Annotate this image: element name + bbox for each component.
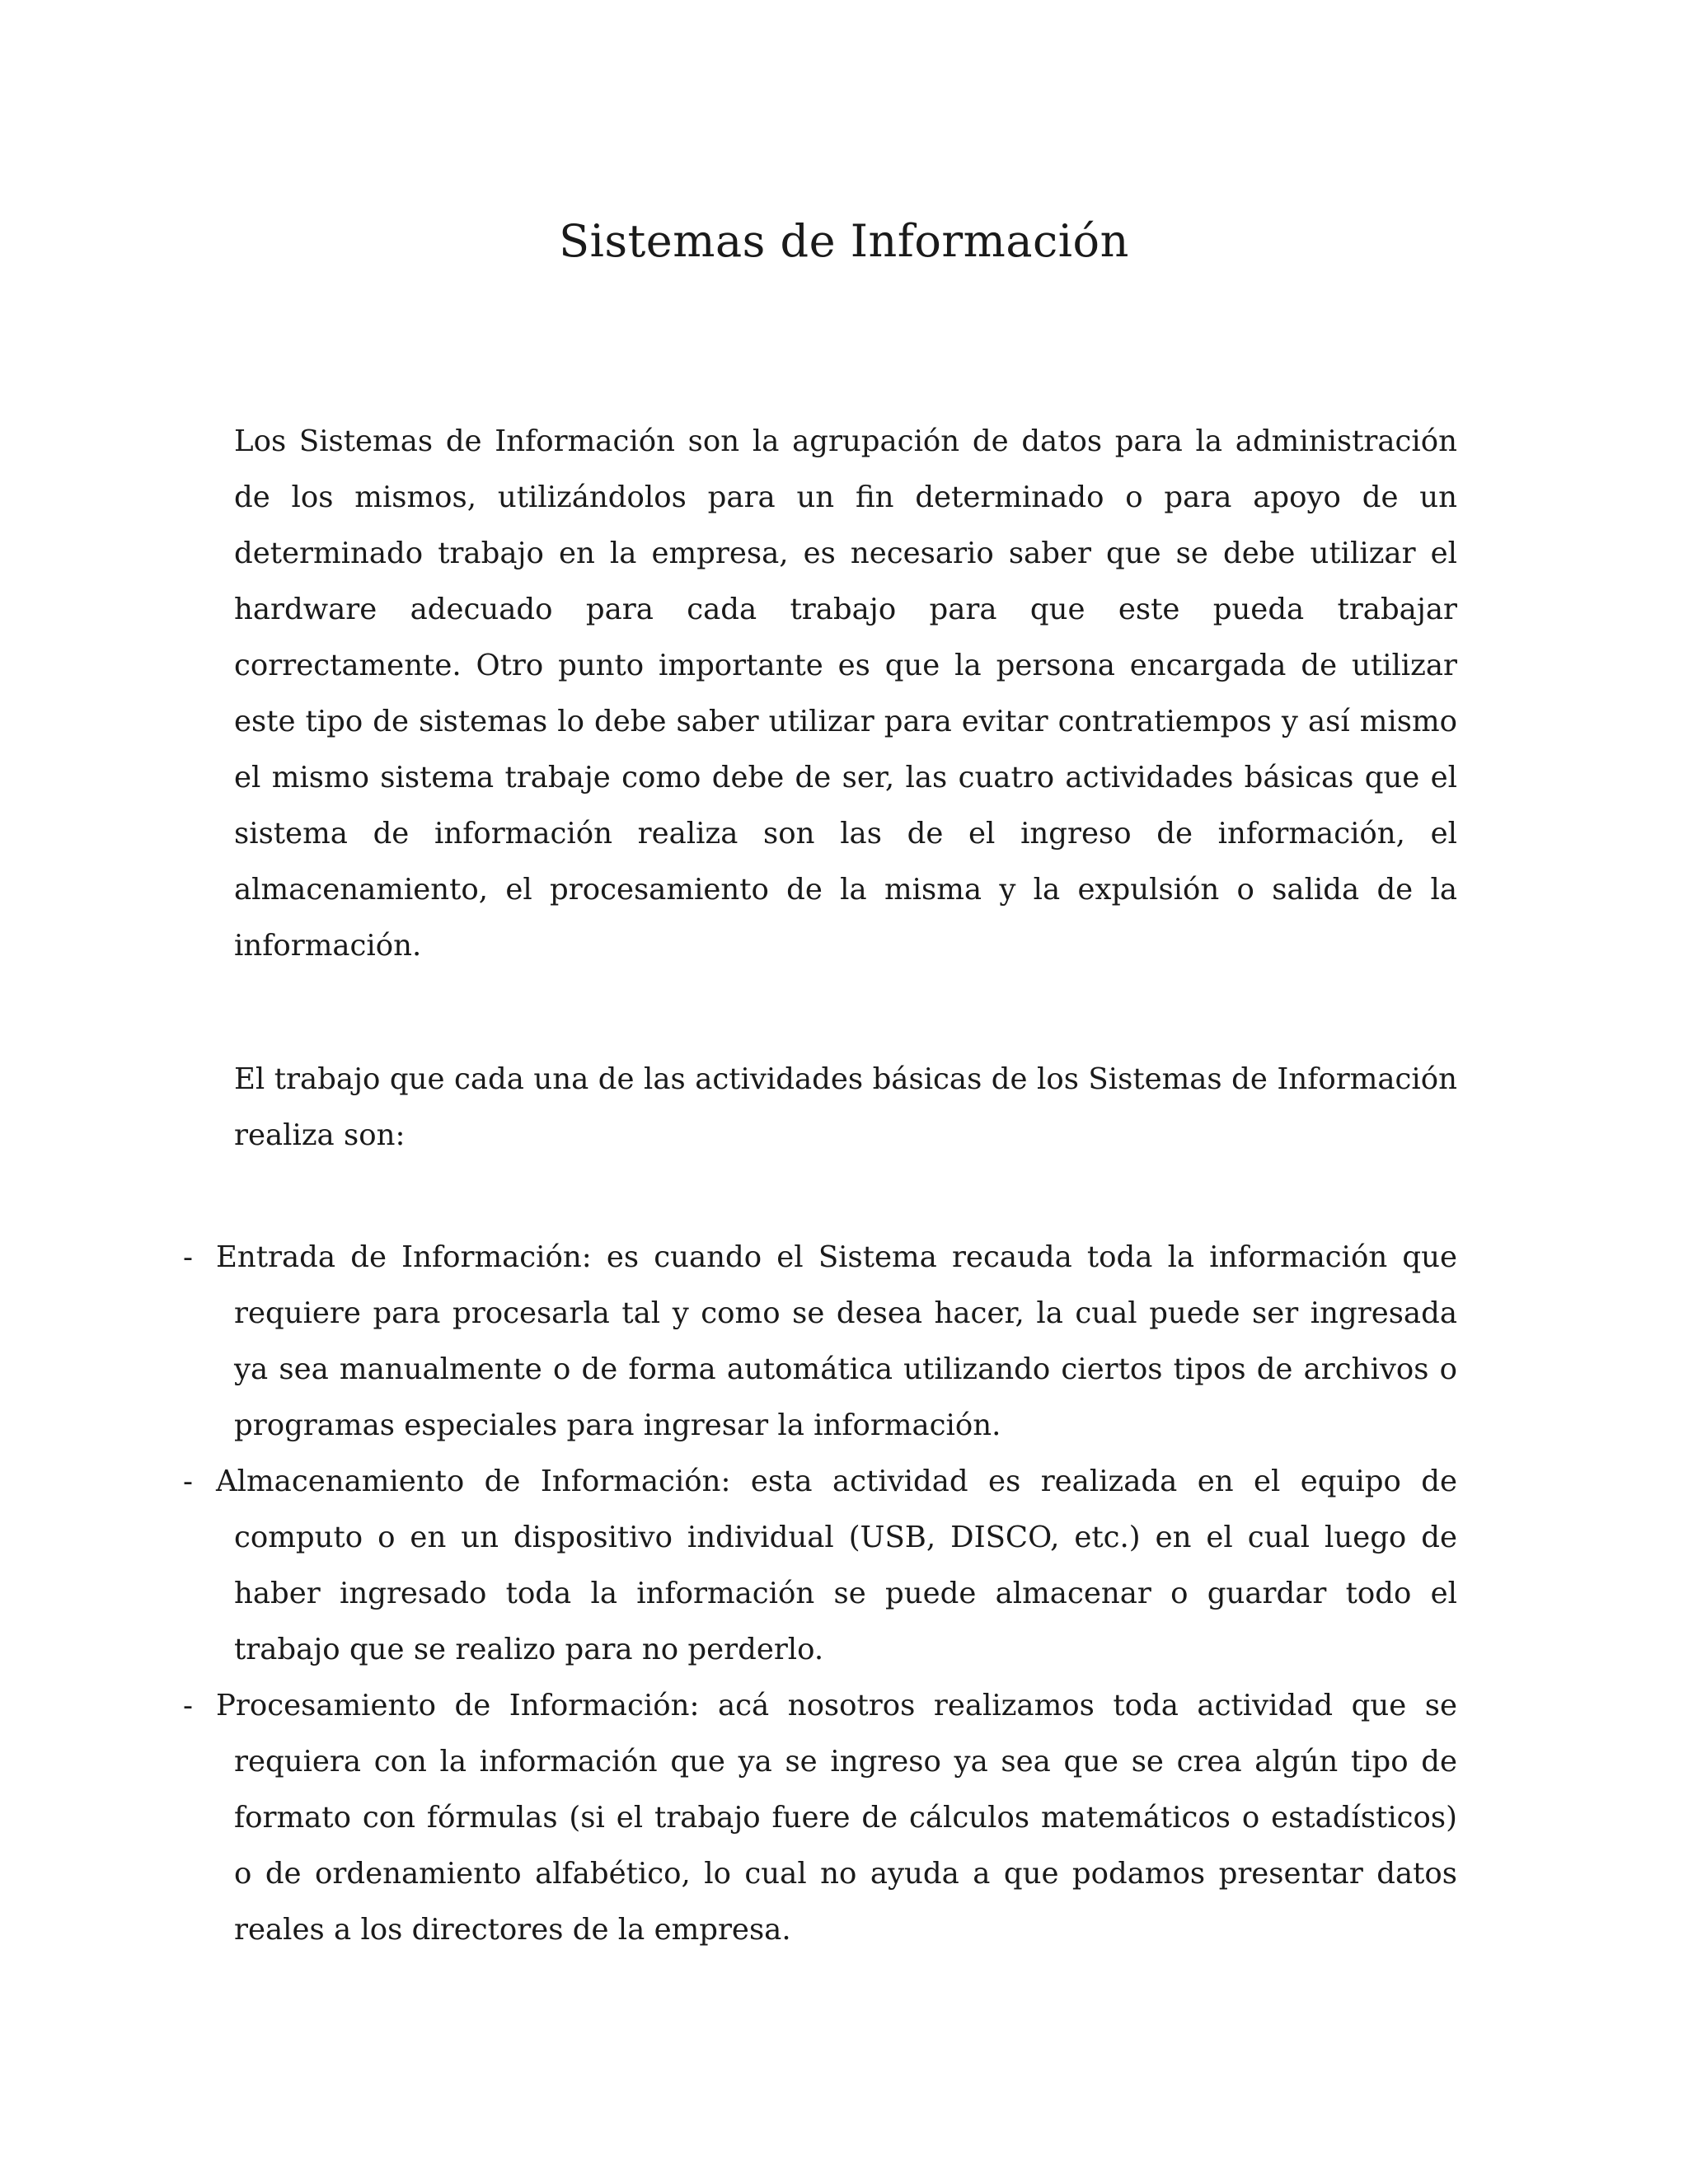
list-item-text: Entrada de Información: es cuando el Sistema recauda toda la información que requiere para procesarla tal y como se desea hacer, la cual puede ser ingresada ya sea manualmente o de forma automática utilizando ciertos tipos de archivos o programas especiales para ingresar la información. [216, 1240, 1457, 1442]
activities-intro-paragraph: El trabajo que cada una de las actividades básicas de los Sistemas de Información realiza son: [234, 1062, 1457, 1152]
bullet-marker: - [183, 1689, 193, 1722]
bullet-marker: - [183, 1465, 193, 1498]
bullet-marker: - [183, 1240, 193, 1274]
list-item-almacenamiento [0, 1454, 1688, 1678]
document-title: Sistemas de Información [559, 215, 1129, 267]
intro-paragraph: Los Sistemas de Información son la agrupación de datos para la administración de los mismos, utilizándolos para un fin determinado o para apoyo de un determinado trabajo en la empresa, es necesario saber que se debe utilizar el hardware adecuado para cada trabajo para que este pueda trabajar correctamente. Otro punto importante es que la persona encargada de utilizar este tipo de sistemas lo debe saber utilizar para evitar contratiempos y así mismo el mismo sistema trabaje como debe de ser, las cuatro actividades básicas que el sistema de información realiza son las de el ingreso de información, el almacenamiento, el procesamiento de la misma y la expulsión o salida de la información. [234, 424, 1457, 963]
activities-list [0, 1230, 1688, 1958]
list-item-procesamiento [0, 1678, 1688, 1958]
list-item-entrada [0, 1230, 1688, 1454]
list-item-text: Procesamiento de Información: acá nosotros realizamos toda actividad que se requiera con la información que ya se ingreso ya sea que se crea algún tipo de formato con fórmulas (si el trabajo fuere de cálculos matemáticos o estadísticos) o de ordenamiento alfabético, lo cual no ayuda a que podamos presentar datos reales a los directores de la empresa. [216, 1689, 1457, 1947]
list-item-text: Almacenamiento de Información: esta actividad es realizada en el equipo de computo o en un dispositivo individual (USB, DISCO, etc.) en el cual luego de haber ingresado toda la información se puede almacenar o guardar todo el trabajo que se realizo para no perderlo. [216, 1465, 1457, 1666]
